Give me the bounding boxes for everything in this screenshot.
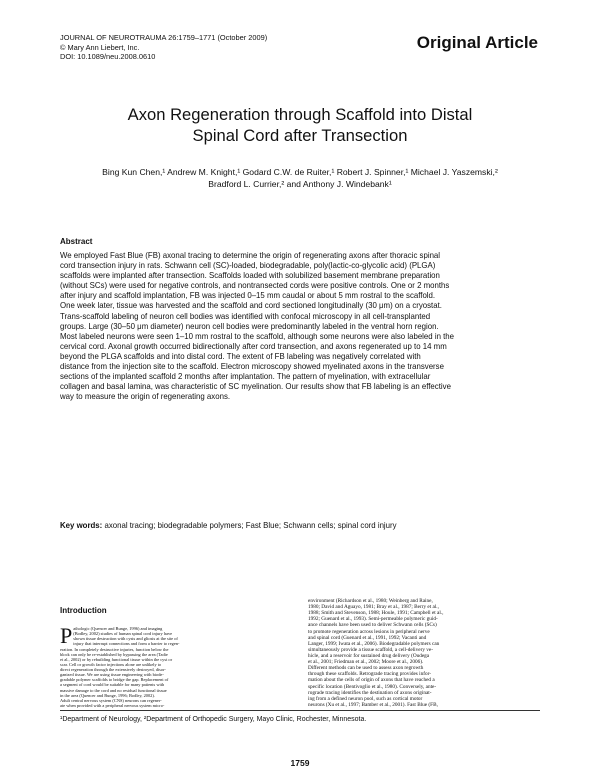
abstract-line: scaffolds were implanted after transection. Scaffolds loaded with solubilized basement membrane preparation xyxy=(60,271,440,281)
abstract-line: beyond the PLGA scaffolds and into distal cord. The extent of FB labeling was negatively correlated with xyxy=(60,351,421,361)
abstract-line: cervical cord. Axonal growth occurred bidirectionally after cord transection, and axons regenerated up to 14 mm xyxy=(60,341,447,351)
paper-title xyxy=(60,104,540,146)
abstract-line: cord transection injury in rats. Schwann cell (SC)-loaded, biodegradable, poly(lactic-co-glycolic acid) (PLGA) xyxy=(60,261,436,271)
introduction-heading: Introduction xyxy=(60,606,107,615)
abstract-line: One week later, tissue was harvested and the scaffold and cord sectioned longitudinally (30 μm) on a cryostat. xyxy=(60,301,442,311)
body-line: massive damage to the cord and no residual functional tissue xyxy=(60,687,167,693)
abstract-line: way to measure the origin of regenerating axons. xyxy=(60,392,231,402)
body-line: injury that interrupt connections and form a barrier to regen- xyxy=(73,641,180,647)
drop-cap: P xyxy=(60,623,73,648)
abstract-line: Trans-scaffold labeling of neuron cell bodies was identified with confocal microscopy in all cell-transplanted xyxy=(60,311,431,321)
body-line: et al., 2002) or by rebuilding functional tissue within the cyst or xyxy=(60,656,173,662)
author-line: Bing Kun Chen,¹ Andrew M. Knight,¹ Godard C.W. de Ruiter,¹ Robert J. Spinner,¹ Michael J. Yaszemski,² xyxy=(102,167,498,177)
keywords-label: Key words: xyxy=(60,521,103,530)
publisher-line: © Mary Ann Liebert, Inc. xyxy=(60,42,140,52)
affiliation-footnote: ¹Department of Neurology, ²Department of Orthopedic Surgery, Mayo Clinic, Rochester, Minnesota. xyxy=(60,716,367,723)
body-line: and spinal cord (Guenard et al., 1991, 1992; Vacanti and xyxy=(308,634,427,641)
body-line: Pathologic (Quencer and Bunge, 1996) and imaging xyxy=(60,623,163,648)
body-line: simultaneously provide a tissue scaffold, a cell-delivery ve- xyxy=(308,646,433,653)
title-line: Spinal Cord after Transection xyxy=(192,126,408,145)
body-line: ate when provided with a peripheral nervous system micro- xyxy=(60,702,165,708)
body-line: ganized tissue. We are using tissue engineering with biode- xyxy=(60,672,164,678)
abstract-heading: Abstract xyxy=(60,237,93,246)
article-type-label: Original Article xyxy=(416,33,538,52)
body-column-left xyxy=(60,623,292,708)
title-line: Axon Regeneration through Scaffold into Distal xyxy=(127,105,473,124)
body-line: direct regeneration through the extensively destroyed, disor- xyxy=(60,667,166,672)
body-line: environment (Richardson et al., 1980; Weinberg and Raine, xyxy=(308,598,433,604)
body-line: to promote regeneration across lesions in peripheral nerve xyxy=(308,628,430,635)
body-line: block can only be re-established by bypassing the area (Tadie xyxy=(60,651,168,657)
body-line: 1980; David and Aguayo, 1981; Bray et al., 1987; Berry et al., xyxy=(308,604,439,611)
body-line: scar. Cell or growth factor injections alone are unlikely to xyxy=(60,661,162,667)
body-line: (Bodley, 2002) studies of human spinal cord injury have xyxy=(73,631,173,637)
body-line: Adult central nervous system (CNS) neurons can regener- xyxy=(60,697,162,703)
doi-line: DOI: 10.1089/neu.2008.0610 xyxy=(60,52,156,62)
abstract-line: distance from the injection site to the scaffold. Electron microscopy showed myelinated axons in the transverse xyxy=(60,362,444,372)
body-line: Langer, 1999; Iwata et al., 2006). Biodegradable polymers can xyxy=(308,640,440,647)
abstract-line: Most labeled neurons were seen 1–10 mm rostral to the scaffold, although some neurons were also labeled in the xyxy=(60,331,455,341)
body-line: ing from a defined neuron pool, such as cortical motor xyxy=(308,695,423,702)
body-line: shown tissue destruction with cysts and gliosis at the site of xyxy=(73,636,178,642)
body-line: 1988; Smith and Stevenson, 1988; Houle, 1991; Campbell et al., xyxy=(308,610,444,617)
body-line: et al., 2001; Friedman et al., 2002; Moore et al., 2006). xyxy=(308,659,424,666)
abstract-line: sections of the implanted scaffold 2 months after implantation. The pattern of myelination, with extracellular xyxy=(60,372,431,382)
keywords-text: axonal tracing; biodegradable polymers; Fast Blue; Schwann cells; spinal cord injury xyxy=(102,521,397,530)
abstract-line: We employed Fast Blue (FB) axonal tracing to determine the origin of regenerating axons after thoracic spinal xyxy=(60,251,441,260)
author-line: Bradford L. Currier,² and Anthony J. Windebank¹ xyxy=(208,179,392,189)
footnote-rule xyxy=(60,710,540,711)
abstract-body xyxy=(60,251,540,402)
journal-citation xyxy=(60,33,320,62)
body-line: in the area (Quencer and Bunge, 1996; Bodley, 2002). xyxy=(60,692,155,698)
author-list xyxy=(60,166,540,190)
body-column-right xyxy=(308,598,540,708)
keywords xyxy=(60,521,397,530)
page-number: 1759 xyxy=(290,758,310,768)
abstract-line: groups. Large (30–50 μm diameter) neuron cell bodies were predominantly labeled in the ventral horn region. xyxy=(60,321,439,331)
abstract-line: (without SCs) were used for negative controls, and nontransected cords were positive controls. One or 2 months xyxy=(60,281,450,291)
body-line: eration. In completely destructive injuries, function below the xyxy=(60,646,169,652)
body-line: neurons (Xu et al., 1997; Bamber et al., 2001). Fast Blue (FB, xyxy=(308,701,438,708)
abstract-line: collagen and basal lamina, was characteristic of SC myelination. Our results show that FB labeling is an effective xyxy=(60,382,451,392)
body-line: gradable polymer scaffolds to bridge the gap. Replacement of xyxy=(60,677,169,683)
body-line: through these scaffolds. Retrograde tracing provides infor- xyxy=(308,671,431,678)
body-line: Different methods can be used to assess axon regrowth xyxy=(308,665,424,672)
abstract-line: after injury and scaffold implantation, FB was injected 0–15 mm caudal or about 5 mm rostral to the scaffold. xyxy=(60,291,436,301)
body-line: 1992; Guenard et al., 1993). Semi-permeable polymeric guid- xyxy=(308,616,438,623)
body-line: rograde tracing identifies the destination of axons originat- xyxy=(308,689,432,696)
body-line: specific location (Bentivoglio et al., 1980). Conversely, ante- xyxy=(308,683,437,690)
body-line: mation about the cells of origin of axons that have reached a xyxy=(308,677,435,684)
body-line: ance channels have been used to deliver Schwann cells (SCs) xyxy=(308,622,437,629)
journal-line: JOURNAL OF NEUROTRAUMA 26:1759–1771 (October 2009) xyxy=(60,33,268,42)
body-line: hicle, and a reservoir for sustained drug delivery (Oudega xyxy=(308,652,430,659)
body-line: a segment of cord would be suitable for many patients with xyxy=(60,682,165,688)
